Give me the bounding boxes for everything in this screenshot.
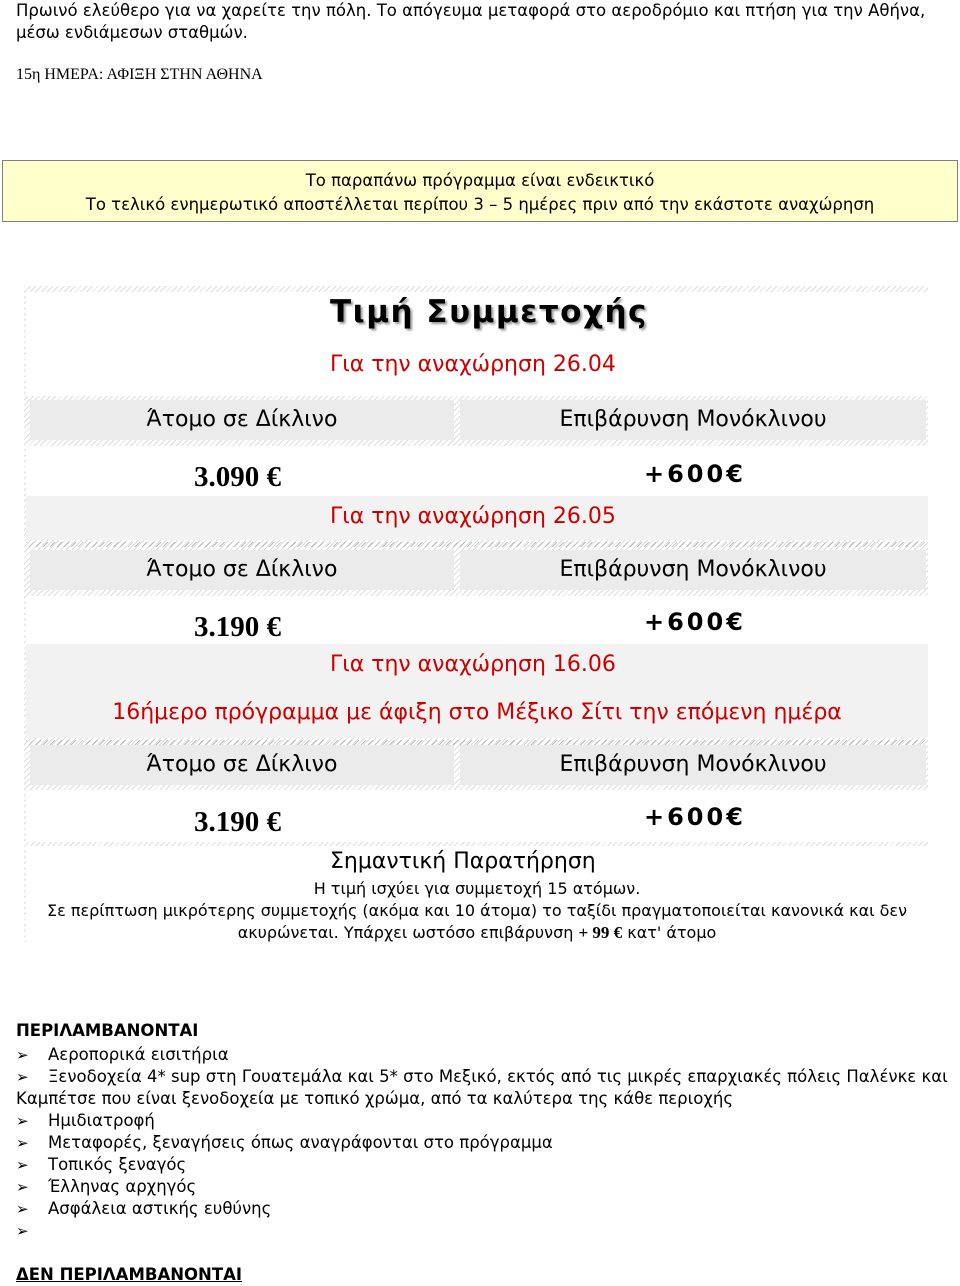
col-single-2: Επιβάρυνση Μονόκλινου [460, 550, 926, 590]
departure-label-2: Για την αναχώρηση 26.05 [330, 504, 616, 529]
list-item: ➢ Ξενοδοχεία 4* sup στη Γουατεμάλα και 5* στο Μεξικό, εκτός από τις μικρές επαρχιακές πόλεις Παλένκε και Καμπέτσε που είναι ξενοδοχεία με τοπικό χρώμα, από τα καλύτερα της κάθε περιοχής [16, 1066, 956, 1110]
note-line-1: Η τιμή ισχύει για συμμετοχή 15 ατόμων. [313, 879, 641, 898]
note-line-3: ακυρώνεται. Υπάρχει ωστόσο επιβάρυνση + 99 € κατ' άτομο [237, 923, 717, 942]
col-double-3: Άτομο σε Δίκλινο [30, 745, 454, 785]
note-line-2: Σε περίπτωση μικρότερης συμμετοχής (ακόμα και 10 άτομα) το ταξίδι πραγματοποιείται κανονικά και δεν [46, 901, 907, 920]
single-supplement-3: +600€ [644, 803, 746, 831]
included-list [16, 1044, 956, 1242]
divider [26, 542, 926, 547]
notice-line-1: Το παραπάνω πρόγραμμα είναι ενδεικτικό [305, 171, 655, 190]
price-double-2: 3.190 € [194, 611, 281, 643]
extra-charge: + 99 € [578, 923, 623, 942]
price-double-1: 3.090 € [194, 461, 281, 493]
col-single-3: Επιβάρυνση Μονόκλινου [460, 745, 926, 785]
intro-line-2: μέσω ενδιάμεσων σταθμών. [16, 23, 248, 42]
col-double-2: Άτομο σε Δίκλινο [30, 550, 454, 590]
list-item: ➢ Ημιδιατροφή [16, 1110, 956, 1132]
col-single-1: Επιβάρυνση Μονόκλινου [460, 400, 926, 440]
included-heading: ΠΕΡΙΛΑΜΒΑΝΟΝΤΑΙ [16, 1021, 199, 1040]
list-item: ➢ Μεταφορές, ξεναγήσεις όπως αναγράφονται στο πρόγραμμα [16, 1132, 956, 1154]
important-note-text [26, 878, 928, 944]
departure-label-1: Για την αναχώρηση 26.04 [330, 352, 616, 377]
single-supplement-1: +600€ [644, 460, 746, 488]
list-item: ➢ Έλληνας αρχηγός [16, 1176, 956, 1198]
single-supplement-2: +600€ [644, 608, 746, 636]
list-item: ➢ Τοπικός ξεναγός [16, 1154, 956, 1176]
notice-line-2: Το τελικό ενημερωτικό αποστέλλεται περίπου 3 – 5 ημέρες πριν από την εκάστοτε αναχώρηση [85, 195, 875, 214]
list-item [16, 1220, 956, 1242]
pricing-title: Τιμή Συμμετοχής [330, 294, 648, 330]
intro-paragraph [16, 0, 946, 44]
important-note-title: Σημαντική Παρατήρηση [330, 849, 596, 874]
list-item: ➢ Ασφάλεια αστικής ευθύνης [16, 1198, 956, 1220]
included-section [16, 1020, 956, 1286]
not-included-heading: ΔΕΝ ΠΕΡΙΛΑΜΒΑΝΟΝΤΑΙ [16, 1265, 243, 1284]
day-15-heading: 15η ΗΜΕΡΑ: ΑΦΙΞΗ ΣΤΗΝ ΑΘΗΝΑ [16, 66, 263, 83]
price-double-3: 3.190 € [194, 806, 281, 838]
list-item: ➢ Αεροπορικά εισιτήρια [16, 1044, 956, 1066]
col-double-1: Άτομο σε Δίκλινο [30, 400, 454, 440]
intro-line-1: Πρωινό ελεύθερο για να χαρείτε την πόλη. Το απόγευμα μεταφορά στο αεροδρόμιο και πτήση για την Αθήνα, [16, 1, 926, 20]
program-notice-box [2, 160, 958, 222]
departure-subtitle-3: 16ήμερο πρόγραμμα με άφιξη στο Μέξικο Σίτι την επόμενη ημέρα [112, 700, 842, 725]
departure-label-3: Για την αναχώρηση 16.06 [330, 652, 616, 677]
